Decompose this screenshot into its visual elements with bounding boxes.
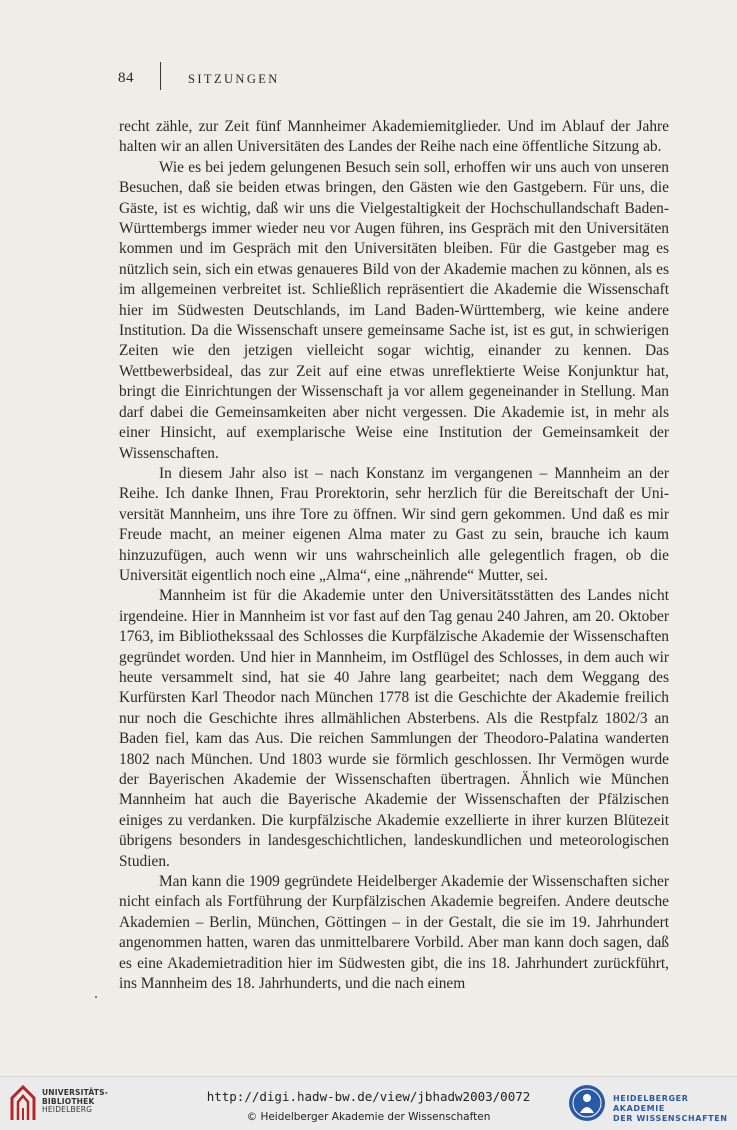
library-name-line: UNIVERSITÄTS- (42, 1088, 109, 1097)
copyright-notice: © Heidelberger Akademie der Wissenschaften (246, 1111, 491, 1123)
paragraph: Wie es bei jedem gelungenen Besuch sein soll, erhoffen wir uns auch von unseren Besuchen, daß sie beiden etwas bringen, den Gästen wie den Gastgebern. Für uns, die Gäste, ist es wichtig, daß wir uns die Vielgestaltigkeit der Hochschullandschaft Baden-Württembergs immer wieder neu vor Augen führen, ins Gespräch mit den Universitäten kommen und im Gespräch mit den Universitäten bleiben. Für die Gastgeber mag es nützlich sein, sich ein etwas genaueres Bild von der Akademie machen zu können, als es im allgemeinen verbreitet ist. Schließlich repräsentiert die Akademie die Wissenschaft hier im Südwesten Deutschlands, im Land Baden-Württemberg, wie keine andere Institution. Da die Wissenschaft unsere gemeinsame Sache ist, ist es gut, in schwierigen Zeiten wie den jetzigen vielleicht sogar wichtig, einander zu kennen. Das Wettbewerbsideal, das zur Zeit auf eine etwas unreflektierte Weise Konjunktur hat, bringt die Einrichtungen der Wissenschaft ja vor allem gegeneinander in Stellung. Man darf dabei die Gemeinsamkeiten aber nicht vergessen. Die Akademie ist, in mehr als einer Hinsicht, auf exemplarische Weise eine Institution der Gemeinsamkeit der Wissenschaften. (119, 158, 669, 462)
body-text (119, 117, 669, 994)
academy-name-line: DER WISSENSCHAFTEN (613, 1114, 728, 1123)
paragraph: In diesem Jahr also ist – nach Konstanz im vergangenen – Mannheim an der Reihe. Ich danke Ihnen, Frau Prorektorin, sehr herzlich für die Bereitschaft der Universität Mannheim, uns ihre Tore zu öffnen. Wir sind gern gekommen. Und daß es mir Freude macht, an meiner eigenen Alma mater zu Gast zu sein, brauche ich kaum hinzuzufügen, auch wenn wir uns wahrscheinlich alle gelegentlich fragen, ob die Universität eigentlich noch eine „Alma“, eine „nährende“ Mutter, sei. (119, 464, 669, 584)
header-divider (160, 62, 161, 90)
library-name-line: HEIDELBERG (42, 1105, 93, 1115)
paragraph: Man kann die 1909 gegründete Heidelberger Akademie der Wissenschaften sicher nicht einfach als Fortführung der Kurpfälzischen Akademie begreifen. Andere deutsche Akademien – Berlin, München, Göttingen – in der Gestalt, die sie im 19. Jahrhundert angenommen hatten, waren das unmittelbarere Vorbild. Aber man kann doch sagen, daß es eine Akademietradition hier im Südwesten gibt, die ins 18. Jahrhundert zurückführt, ins Mannheim des 18. Jahrhunderts, und die nach einem (119, 873, 669, 993)
library-name-line: BIBLIOTHEK (42, 1096, 95, 1106)
document-url-link[interactable]: http://digi.hadw-bw.de/view/jbhadw2003/0072 (206, 1089, 531, 1104)
page-header (118, 62, 658, 92)
page-number: 84 (118, 70, 134, 86)
scan-artifact (95, 996, 97, 998)
academy-seal-icon (568, 1084, 606, 1122)
running-head: SITZUNGEN (188, 72, 280, 86)
paragraph: recht zähle, zur Zeit fünf Mannheimer Akademiemitglieder. Und im Ablauf der Jahre halten wir an allen Universitäten des Landes der Reihe nach eine öffentliche Sitzung ab. (119, 118, 669, 156)
viewer-footer (0, 1076, 737, 1130)
academy-name-line: HEIDELBERGER AKADEMIE (613, 1094, 689, 1113)
academy-name (613, 1094, 737, 1124)
paragraph: Mannheim ist für die Akademie unter den Universitätsstätten des Landes nicht irgendeine. Hier in Mannheim ist vor fast auf den Tag genau 240 Jahren, am 20. Oktober 1763, im Bibliothekssaal des Schlosses die Kurpfälzische Akademie der Wissenschaften gegründet worden. Und hier in Mannheim, im Ostflügel des Schlosses, in dem auch wir heute versammelt sind, hat sie 40 Jahre lang gearbeitet; nach dem Weggang des Kurfürsten Karl Theodor nach München 1778 ist die Geschichte der Akademie freilich nur noch die Geschichte ihres allmählichen Absterbens. Als die Restpfalz 1802/3 an Baden fiel, kam das Aus. Die reichen Sammlungen der Theodoro-Palatina wanderten 1802 nach München. Und 1803 wurde sie förmlich geschlossen. Ihr Vermögen wurde der Bayerischen Akademie der Wissenschaften übertragen. Ähnlich wie München Mannheim hat auch die Bayerische Akademie der Wissenschaften der Pfälzischen einiges zu verdanken. Die kurpfälzische Akademie exzellierte in ihrer kurzen Blütezeit übrigens besonders in landesgeschichtlichen, landeskundlichen und meteorologischen Studien. (119, 587, 669, 870)
